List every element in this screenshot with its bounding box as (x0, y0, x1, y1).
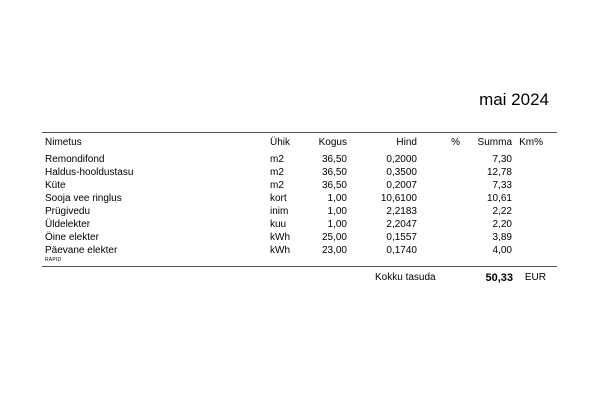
row-sum: 2,20 (492, 219, 512, 230)
row-unit: kuu (270, 219, 287, 230)
table-row (42, 192, 557, 205)
row-quantity: 1,00 (327, 219, 347, 230)
header-name: Nimetus (45, 137, 82, 148)
row-quantity: 36,50 (321, 167, 347, 178)
row-name: Üldelekter (45, 219, 91, 230)
row-name: Päevane elekter (45, 245, 118, 256)
row-unit: inim (270, 206, 289, 217)
row-sum: 7,33 (492, 180, 512, 191)
row-unit: kWh (270, 232, 290, 243)
row-name: Haldus-hooldustasu (45, 167, 134, 178)
row-unit: m2 (270, 180, 284, 191)
header-percent: % (451, 137, 460, 148)
row-sum: 10,61 (486, 193, 512, 204)
row-price: 0,1740 (386, 245, 417, 256)
row-unit: m2 (270, 154, 284, 165)
row-quantity: 1,00 (327, 206, 347, 217)
row-sum: 3,89 (492, 232, 512, 243)
row-price: 10,6100 (380, 193, 417, 204)
total-currency: EUR (524, 272, 546, 283)
row-name: Sooja vee ringlus (45, 193, 122, 204)
row-sum: 2,22 (492, 206, 512, 217)
table-row (42, 179, 557, 192)
row-price: 0,3500 (386, 167, 417, 178)
row-sum: 7,30 (492, 154, 512, 165)
row-quantity: 36,50 (321, 154, 347, 165)
row-name: Küte (45, 180, 66, 191)
row-unit: kWh (270, 245, 290, 256)
header-sum: Summa (477, 137, 512, 148)
table-row (42, 166, 557, 179)
table-header-row (42, 135, 557, 150)
row-price: 2,2183 (386, 206, 417, 217)
table-footnote: RAPID (45, 257, 62, 263)
row-unit: m2 (270, 167, 284, 178)
invoice-table (42, 132, 557, 286)
table-row (42, 231, 557, 244)
row-name: Remondifond (45, 154, 105, 165)
row-quantity: 36,50 (321, 180, 347, 191)
table-bottom-rule (42, 266, 557, 267)
header-vat: Km% (519, 137, 543, 148)
row-price: 2,2047 (386, 219, 417, 230)
total-label: Kokku tasuda (375, 272, 436, 283)
table-top-rule (42, 132, 557, 133)
row-quantity: 25,00 (321, 232, 347, 243)
row-price: 0,1557 (386, 232, 417, 243)
header-unit: Ühik (270, 137, 291, 148)
row-sum: 12,78 (486, 167, 512, 178)
table-row (42, 205, 557, 218)
row-quantity: 23,00 (321, 245, 347, 256)
row-price: 0,2007 (386, 180, 417, 191)
header-price: Hind (396, 137, 417, 148)
billing-period: mai 2024 (479, 90, 549, 109)
total-value: 50,33 (485, 272, 513, 284)
header-quantity: Kogus (318, 137, 347, 148)
table-row (42, 218, 557, 231)
row-name: Prügivedu (45, 206, 91, 217)
row-unit: kort (270, 193, 287, 204)
total-row (42, 270, 557, 286)
row-name: Öine elekter (45, 232, 99, 243)
row-price: 0,2000 (386, 154, 417, 165)
row-sum: 4,00 (492, 245, 512, 256)
row-quantity: 1,00 (327, 193, 347, 204)
table-row (42, 244, 557, 257)
table-row (42, 153, 557, 166)
